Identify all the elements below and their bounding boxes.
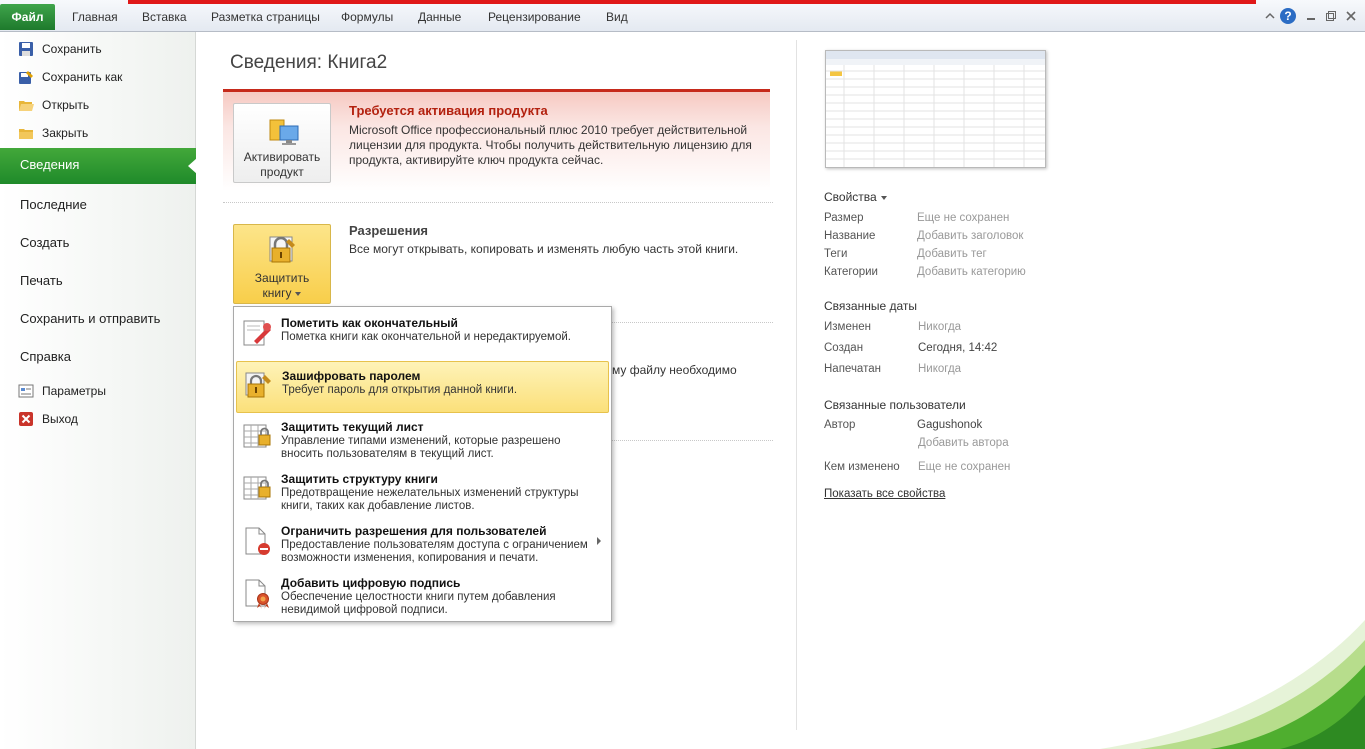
menu-item-title: Добавить цифровую подпись (281, 576, 461, 590)
sidebar-item-info[interactable] (0, 148, 196, 184)
related-dates-header: Связанные даты (824, 299, 917, 313)
active-pointer-icon (188, 158, 197, 174)
sidebar-item-label: Сведения (20, 157, 80, 172)
menu-item-desc: Требует пароль для открытия данной книги. (282, 384, 518, 396)
sidebar-item-open[interactable] (18, 95, 89, 115)
sidebar-item-help[interactable]: Справка (20, 349, 71, 364)
date-value-created: Сегодня, 14:42 (918, 342, 998, 354)
tab-formulas[interactable]: Формулы (341, 10, 394, 24)
menu-item-desc: Обеспечение целостности книги путем добавления невидимой цифровой подписи. (281, 591, 556, 616)
sheet-preview-image (826, 51, 1046, 168)
dropdown-caret-icon (295, 292, 301, 296)
encrypt-lock-icon (243, 370, 273, 402)
sidebar-item-label: Выход (42, 412, 78, 426)
sidebar-item-close[interactable] (18, 123, 88, 143)
sidebar-item-save-send[interactable]: Сохранить и отправить (20, 311, 161, 326)
menu-item-desc: Предоставление пользователям доступа с ограничением возможности изменения, копирования и печати. (281, 539, 588, 564)
activate-icon (266, 114, 300, 148)
prop-label-categories: Категории (824, 266, 878, 278)
sidebar-item-exit[interactable] (18, 409, 78, 429)
show-all-properties-link[interactable]: Показать все свойства (824, 488, 946, 500)
save-as-icon (18, 69, 34, 85)
menu-item-title: Пометить как окончательный (281, 316, 458, 330)
menu-item-protect-sheet[interactable] (236, 413, 609, 465)
sidebar-item-save-as[interactable] (18, 67, 122, 87)
sidebar-item-options[interactable] (18, 381, 106, 401)
modified-by-label: Кем изменено (824, 461, 900, 473)
prop-value-title[interactable]: Добавить заголовок (917, 230, 1024, 242)
prop-label-size: Размер (824, 212, 864, 224)
panel-divider (796, 40, 797, 730)
save-icon (18, 41, 34, 57)
tab-insert[interactable]: Вставка (142, 10, 187, 24)
close-folder-icon (18, 125, 34, 141)
properties-caret-icon (881, 196, 887, 200)
workbook-preview-thumbnail[interactable] (825, 50, 1046, 168)
menu-item-protect-structure[interactable] (236, 465, 609, 517)
digital-signature-icon (242, 577, 272, 609)
date-label-modified: Изменен (824, 321, 871, 333)
related-people-header: Связанные пользователи (824, 398, 966, 412)
prop-value-size: Еще не сохранен (917, 212, 1010, 224)
backstage-sidebar (0, 32, 196, 749)
sidebar-item-label: Открыть (42, 98, 90, 112)
sidebar-item-label: Закрыть (42, 126, 89, 140)
help-icon[interactable]: ? (1280, 8, 1296, 24)
mark-final-icon (242, 317, 272, 349)
activation-desc-2: лицензии для продукта. Чтобы получить действительную лицензию для (349, 138, 752, 152)
tab-data[interactable]: Данные (418, 10, 462, 24)
window-close-icon[interactable] (1343, 8, 1359, 24)
permissions-title: Разрешения (349, 223, 429, 238)
protect-sheet-icon (242, 421, 272, 453)
menu-item-restrict-permission[interactable] (236, 517, 609, 569)
sidebar-item-new[interactable]: Создать (20, 235, 70, 250)
date-label-printed: Напечатан (824, 363, 881, 375)
options-icon (18, 383, 34, 399)
tab-home[interactable]: Главная (72, 10, 118, 24)
sidebar-item-print[interactable]: Печать (20, 273, 63, 288)
activate-product-button[interactable] (233, 103, 331, 183)
window-minimize-icon[interactable] (1303, 8, 1319, 24)
activation-panel (223, 89, 770, 191)
window-restore-icon[interactable] (1323, 8, 1339, 24)
menu-item-title: Защитить структуру книги (281, 472, 438, 486)
section-divider (612, 440, 773, 441)
activation-desc-3: продукта, активируйте ключ продукта сейчас. (349, 153, 604, 167)
author-value[interactable]: Gagushonok (917, 419, 983, 431)
menu-item-title: Зашифровать паролем (282, 369, 421, 383)
partial-section-text: му файлу необходимо (612, 363, 737, 377)
sidebar-item-save[interactable] (18, 39, 102, 59)
menu-item-title: Защитить текущий лист (281, 420, 424, 434)
protect-label-line1: Защитить (254, 271, 310, 285)
decorative-green-swoosh (1100, 600, 1365, 749)
submenu-arrow-icon (597, 537, 601, 545)
menu-item-mark-final[interactable] (236, 309, 609, 361)
menu-item-title: Ограничить разрешения для пользователей (281, 524, 547, 538)
prop-label-tags: Теги (824, 248, 848, 260)
tab-view[interactable]: Вид (606, 10, 628, 24)
activate-label-line1: Активировать (243, 150, 321, 164)
protect-workbook-button[interactable] (233, 224, 331, 304)
section-divider (612, 322, 773, 323)
date-value-modified: Никогда (918, 321, 962, 333)
ribbon-bar (0, 0, 1365, 32)
page-title: Сведения: Книга2 (230, 52, 388, 73)
activate-label-line2: продукт (260, 165, 304, 179)
date-value-printed: Никогда (918, 363, 962, 375)
tab-page-layout[interactable]: Разметка страницы (211, 10, 320, 24)
restrict-permission-icon (242, 525, 272, 557)
permissions-desc: Все могут открывать, копировать и изменять любую часть этой книги. (349, 242, 739, 256)
sidebar-item-label: Сохранить (42, 42, 102, 56)
menu-item-encrypt-password[interactable] (236, 361, 609, 413)
sidebar-item-label: Параметры (42, 384, 106, 398)
properties-header[interactable]: Свойства (824, 190, 887, 204)
exit-icon (18, 411, 34, 427)
tab-file[interactable]: Файл (0, 4, 55, 30)
protect-label-line2: книгу (262, 286, 292, 300)
author-label: Автор (824, 419, 856, 431)
modified-by-value: Еще не сохранен (918, 461, 1011, 473)
sidebar-item-recent[interactable]: Последние (20, 197, 87, 212)
activation-title: Требуется активация продукта (349, 103, 548, 118)
protect-workbook-menu (233, 306, 612, 622)
prop-label-title: Название (824, 230, 876, 242)
tab-review[interactable]: Рецензирование (488, 10, 581, 24)
add-author-link[interactable]: Добавить автора (918, 437, 1009, 449)
prop-value-categories[interactable]: Добавить категорию (917, 266, 1026, 278)
menu-item-desc: Управление типами изменений, которые разрешено вносить пользователям в текущий лист. (281, 435, 561, 460)
sidebar-item-label: Сохранить как (42, 70, 123, 84)
protect-structure-icon (242, 473, 272, 505)
open-folder-icon (18, 97, 34, 113)
menu-item-digital-signature[interactable] (236, 569, 609, 621)
menu-item-desc: Пометка книги как окончательной и нередактируемой. (281, 331, 571, 343)
activation-desc-1: Microsoft Office профессиональный плюс 2010 требует действительной (349, 123, 748, 137)
section-divider (223, 202, 773, 203)
date-label-created: Создан (824, 342, 864, 354)
prop-value-tags[interactable]: Добавить тег (917, 248, 987, 260)
minimize-ribbon-icon[interactable] (1262, 8, 1278, 24)
menu-item-desc: Предотвращение нежелательных изменений структуры книги, таких как добавление листов. (281, 487, 579, 512)
protect-lock-icon (264, 233, 300, 267)
